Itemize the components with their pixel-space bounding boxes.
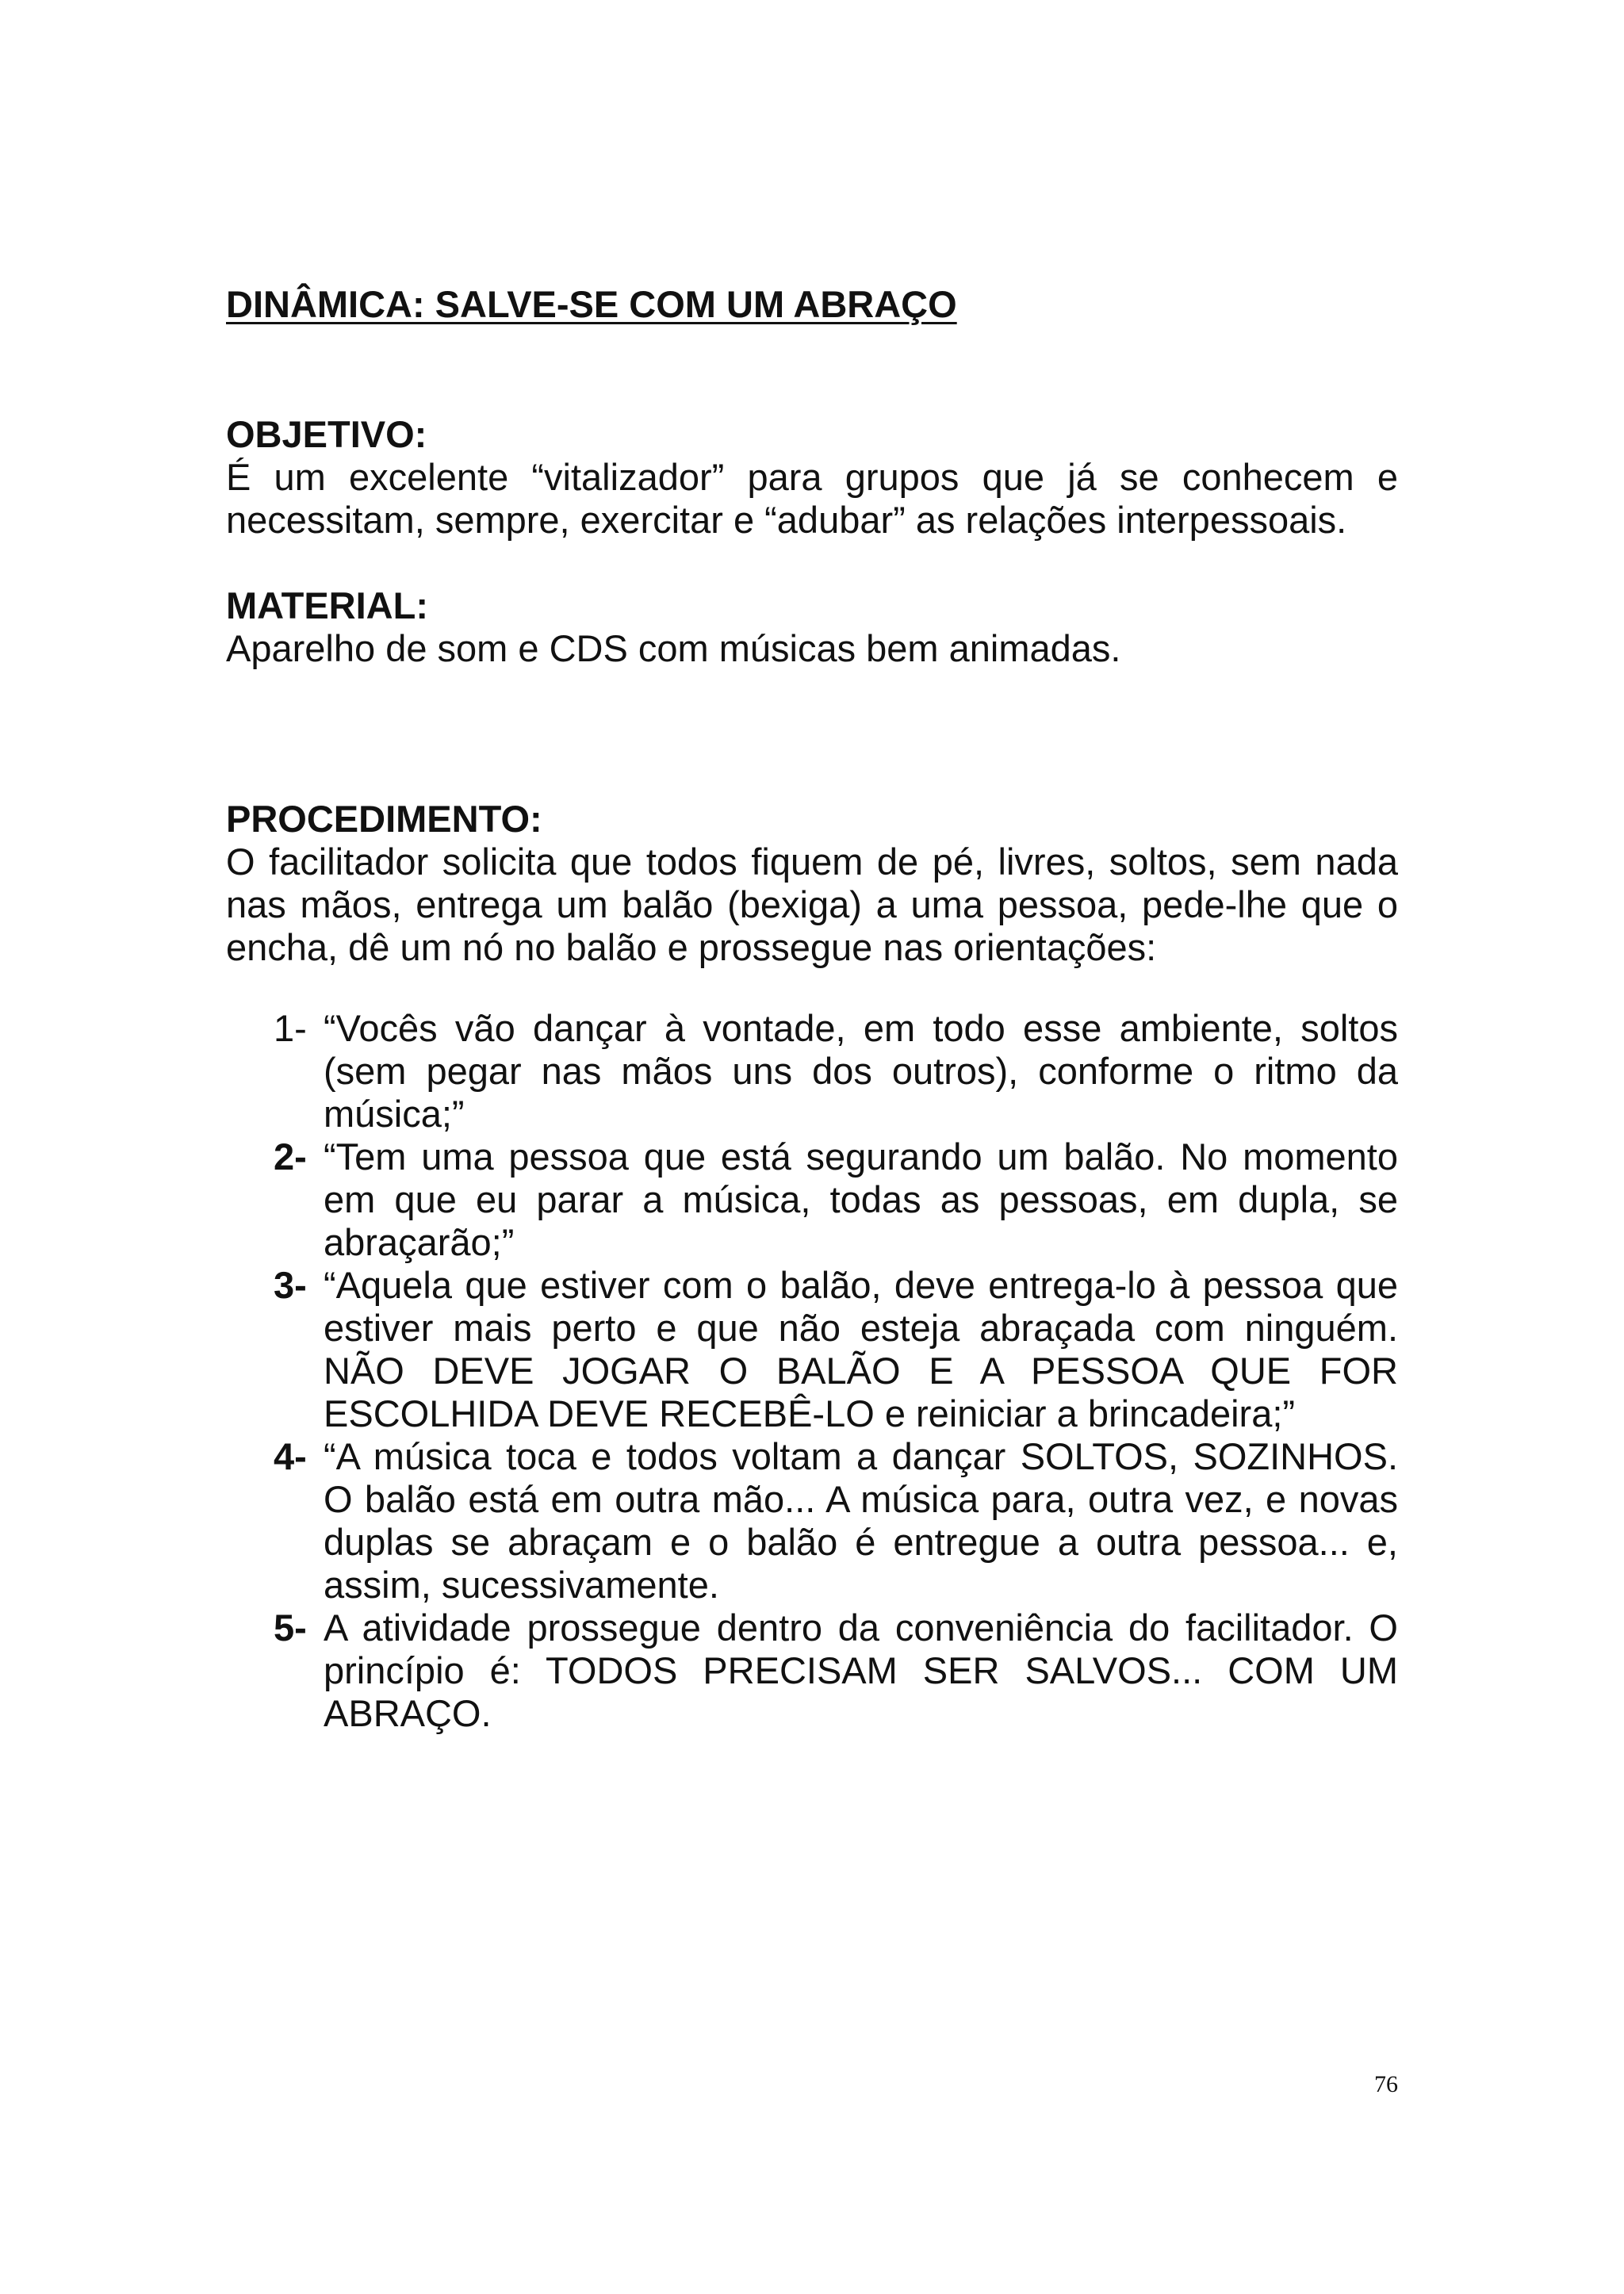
procedure-text: O facilitador solicita que todos fiquem de pé, livres, soltos, sem nada nas mãos, entrega um balão (bexiga) a uma pessoa, pede-lhe que o encha, dê um nó no balão e prossegue nas orientações: bbox=[226, 841, 1398, 968]
procedure-step bbox=[274, 1136, 1398, 1264]
step-text: “A música toca e todos voltam a dançar SOLTOS, SOZINHOS. O balão está em outra mão... A música para, outra vez, e novas duplas se abraçam e o balão é entregue a outra pessoa... e, assim, sucessivamente. bbox=[324, 1435, 1398, 1606]
step-number: 5- bbox=[274, 1607, 307, 1649]
step-text: “Vocês vão dançar à vontade, em todo esse ambiente, soltos (sem pegar nas mãos uns dos outros), conforme o ritmo da música;” bbox=[324, 1007, 1398, 1135]
procedure-step bbox=[274, 1607, 1398, 1735]
material-section bbox=[226, 584, 1398, 670]
step-number: 1- bbox=[274, 1007, 307, 1049]
step-text: A atividade prossegue dentro da conveniência do facilitador. O princípio é: TODOS PRECISAM SER SALVOS... COM UM ABRAÇO. bbox=[324, 1607, 1398, 1734]
procedure-step bbox=[274, 1007, 1398, 1136]
page-number: 76 bbox=[1374, 2071, 1398, 2097]
objective-section bbox=[226, 413, 1398, 542]
document-page bbox=[226, 0, 1398, 2294]
step-number: 4- bbox=[274, 1435, 307, 1477]
step-number: 3- bbox=[274, 1264, 307, 1306]
procedure-step bbox=[274, 1435, 1398, 1607]
procedure-steps-list bbox=[274, 1007, 1398, 1735]
objective-text: É um excelente “vitalizador” para grupos que já se conhecem e necessitam, sempre, exercitar e “adubar” as relações interpessoais. bbox=[226, 456, 1398, 541]
material-heading: MATERIAL: bbox=[226, 584, 428, 626]
objective-heading: OBJETIVO: bbox=[226, 413, 427, 455]
material-text: Aparelho de som e CDS com músicas bem animadas. bbox=[226, 627, 1121, 669]
document-title: DINÂMICA: SALVE-SE COM UM ABRAÇO bbox=[226, 283, 957, 325]
step-text: “Tem uma pessoa que está segurando um balão. No momento em que eu parar a música, todas as pessoas, em dupla, se abraçarão;” bbox=[324, 1136, 1398, 1263]
step-number: 2- bbox=[274, 1136, 307, 1178]
step-text: “Aquela que estiver com o balão, deve entrega-lo à pessoa que estiver mais perto e que não esteja abraçada com ninguém. NÃO DEVE JOGAR O BALÃO E A PESSOA QUE FOR ESCOLHIDA DEVE RECEBÊ-LO e reiniciar a brincadeira;” bbox=[324, 1264, 1398, 1434]
procedure-step bbox=[274, 1264, 1398, 1435]
procedure-heading: PROCEDIMENTO: bbox=[226, 798, 542, 840]
procedure-section bbox=[226, 798, 1398, 969]
